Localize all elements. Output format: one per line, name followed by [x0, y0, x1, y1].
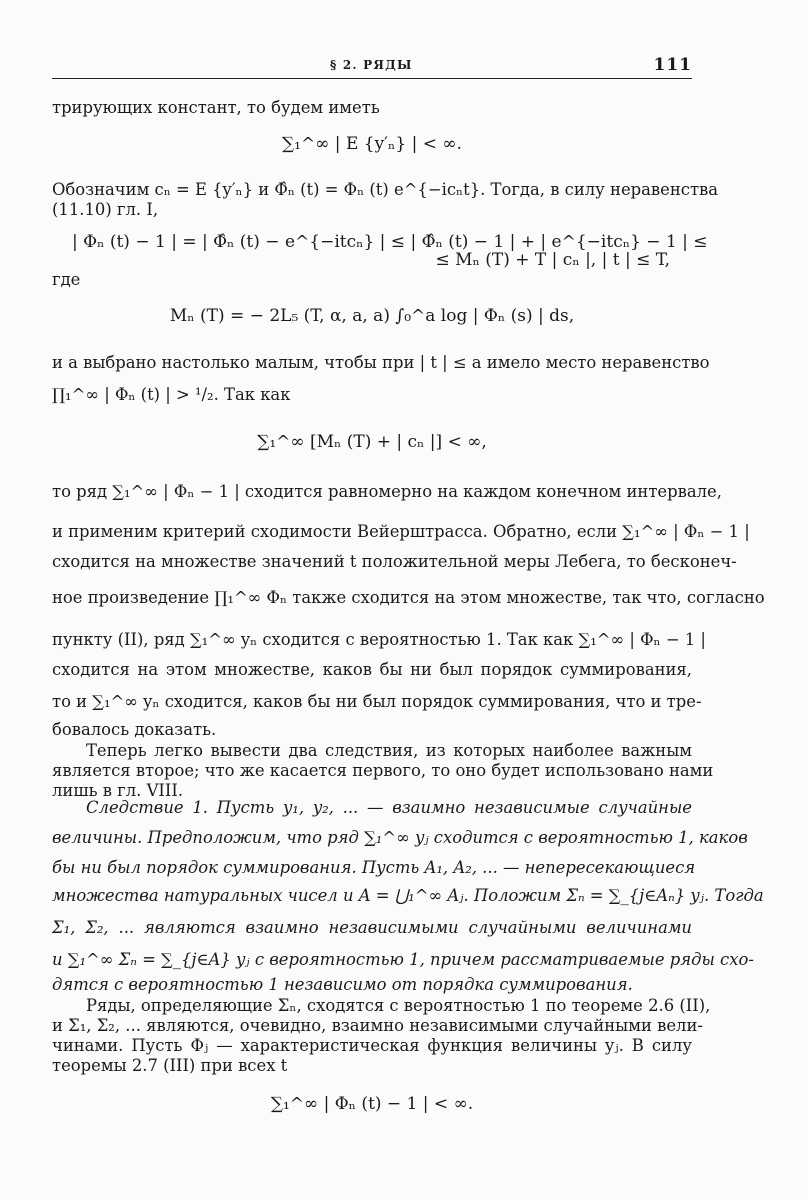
text-line: и a выбрано настолько малым, чтобы при | t | ≤ a имело место неравенство — [52, 353, 710, 372]
text-line: Теперь легко вывести два следствия, из которых наиболее важным — [86, 741, 692, 760]
text-line: (11.10) гл. I, — [52, 200, 159, 219]
text-line: является второе; что же касается первого, то оно будет использовано нами — [52, 761, 714, 780]
corollary-line: и ∑₁^∞ Σₙ = ∑_{j∈A} yⱼ с вероятностью 1, причем рассматриваемые ряды схо- — [52, 950, 754, 969]
text-line: то и ∑₁^∞ yₙ сходится, каков бы ни был порядок суммирования, что и тре- — [52, 692, 702, 711]
formula: ≤ Mₙ (T) + T | cₙ |, | t | ≤ T, — [435, 250, 670, 270]
text-line: и Σ₁, Σ₂, ... являются, очевидно, взаимно независимыми случайными вели- — [52, 1016, 703, 1035]
corollary-line: бы ни был порядок суммирования. Пусть A₁, A₂, ... — непересекающиеся — [52, 858, 696, 877]
corollary-line: Следствие 1. Пусть y₁, y₂, ... — взаимно независимые случайные — [86, 798, 692, 817]
running-header — [52, 55, 692, 79]
text-line: лишь в гл. VIII. — [52, 781, 184, 800]
text-line: то ряд ∑₁^∞ | Φₙ − 1 | сходится равномерно на каждом конечном интервале, — [52, 482, 722, 501]
corollary-line: Σ₁, Σ₂, ... являются взаимно независимыми случайными величинами — [52, 918, 692, 937]
text-line: Ряды, определяющие Σₙ, сходятся с вероятностью 1 по теореме 2.6 (II), — [86, 996, 711, 1015]
text-line: сходится на этом множестве, каков бы ни был порядок суммирования, — [52, 660, 692, 679]
formula: Mₙ (T) = − 2L₅ (T, α, a, a) ∫₀^a log | Φₙ (s) | ds, — [169, 306, 575, 326]
text-line: Обозначим cₙ = E {y′ₙ} и Φ̂ₙ (t) = Φₙ (t) e^{−icₙt}. Тогда, в силу неравенства — [52, 180, 719, 199]
text-line: пункту (II), ряд ∑₁^∞ yₙ сходится с вероятностью 1. Так как ∑₁^∞ | Φₙ − 1 | — [52, 630, 706, 649]
text-line: ∏₁^∞ | Φₙ (t) | > ¹/₂. Так как — [52, 385, 291, 404]
corollary-line: дятся с вероятностью 1 независимо от порядка суммирования. — [52, 975, 633, 994]
running-title: § 2. РЯДЫ — [330, 58, 413, 72]
text-line: бовалось доказать. — [52, 720, 217, 739]
formula: ∑₁^∞ | E {y′ₙ} | < ∞. — [282, 134, 462, 154]
text-line: ное произведение ∏₁^∞ Φₙ также сходится на этом множестве, так что, согласно — [52, 588, 765, 607]
corollary-line: множества натуральных чисел и A = ⋃₁^∞ Aⱼ. Положим Σₙ = ∑_{j∈Aₙ} yⱼ. Тогда — [52, 886, 764, 905]
text-line: трирующих констант, то будем иметь — [52, 98, 380, 117]
text-line: где — [52, 270, 81, 289]
page-number: 111 — [653, 55, 692, 75]
formula: ∑₁^∞ | Φₙ (t) − 1 | < ∞. — [270, 1094, 474, 1114]
text-line: чинами. Пусть Φⱼ — характеристическая функция величины yⱼ. В силу — [52, 1036, 692, 1055]
formula: ∑₁^∞ [Mₙ (T) + | cₙ |] < ∞, — [257, 432, 487, 452]
text-line: и применим критерий сходимости Вейерштрасса. Обратно, если ∑₁^∞ | Φₙ − 1 | — [52, 522, 750, 541]
formula: | Φₙ (t) − 1 | = | Φ̂ₙ (t) − e^{−itcₙ} | ≤ | Φ̂ₙ (t) − 1 | + | e^{−itcₙ} − 1 | ≤ — [72, 232, 708, 252]
text-line: теоремы 2.7 (III) при всех t — [52, 1056, 288, 1075]
text-line: сходится на множестве значений t положительной меры Лебега, то бесконеч- — [52, 552, 737, 571]
corollary-line: величины. Предположим, что ряд ∑₁^∞ yⱼ сходится с вероятностью 1, каков — [52, 828, 748, 847]
